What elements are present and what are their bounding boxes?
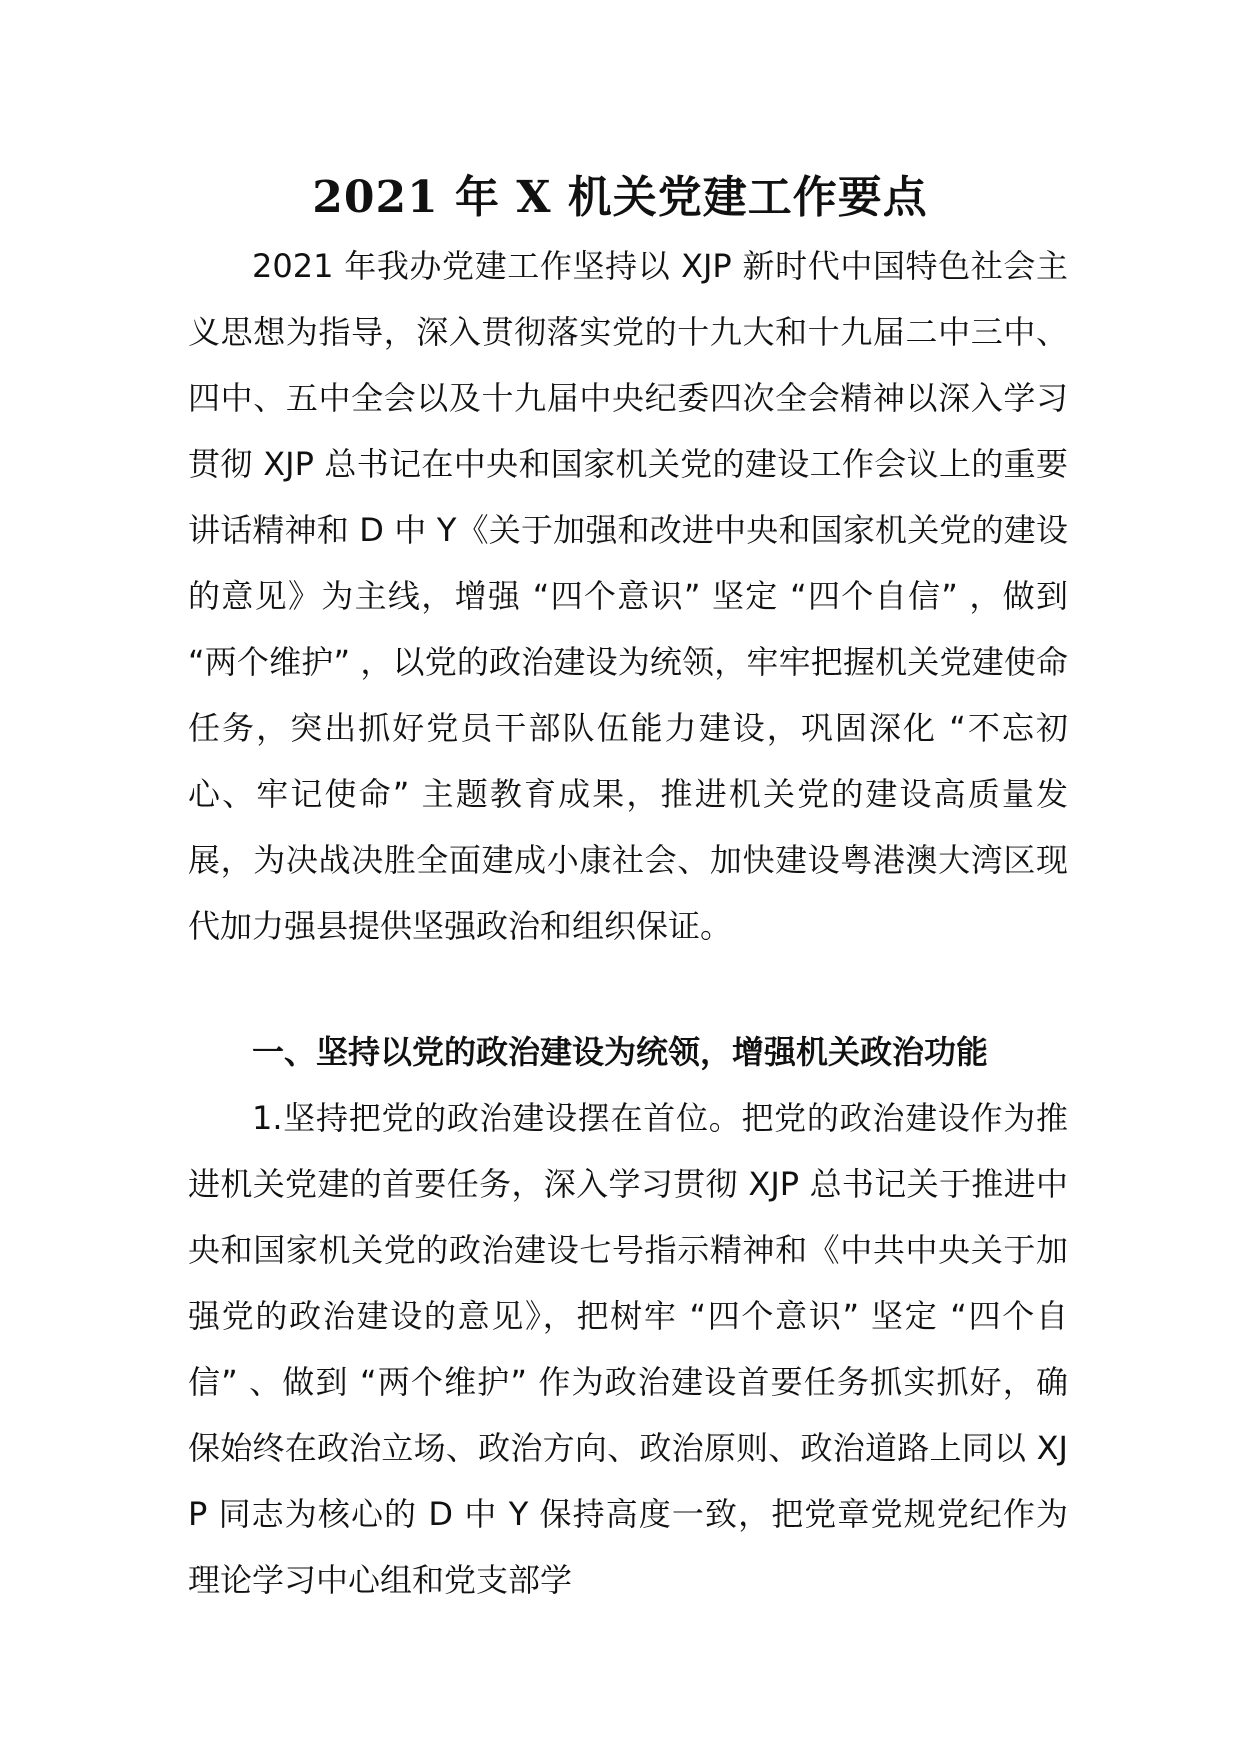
item-paragraph: 1.坚持把党的政治建设摆在首位。把党的政治建设作为推进机关党建的首要任务，深入学习贯彻 XJP 总书记关于推进中央和国家机关党的政治建设七号指示精神和《中共中央关于加强党的政治建设的意见》，把树牢 “四个意识” 坚定 “四个自信” 、做到 “两个维护” 作为政治建设首要任务抓实抓好，确保始终在政治立场、政治方向、政治原则、政治道路上同以 XJP 同志为核心的 D 中 Y 保持高度一致，把党章党规党纪作为理论学习中心组和党支部学	[188, 1099, 1068, 1599]
document-title: 2021 年 X 机关党建工作要点	[312, 172, 928, 223]
section-heading: 一、坚持以党的政治建设为统领，增强机关政治功能	[252, 1033, 989, 1071]
intro-paragraph: 2021 年我办党建工作坚持以 XJP 新时代中国特色社会主义思想为指导，深入贯彻落实党的十九大和十九届二中三中、四中、五中全会以及十九届中央纪委四次全会精神以深入学习贯彻 XJP 总书记在中央和国家机关党的建设工作会议上的重要讲话精神和 D 中 Y《关于加强和改进中央和国家机关党的建设的意见》为主线，增强 “四个意识” 坚定 “四个自信” ，做到 “两个维护” ，以党的政治建设为统领，牢牢把握机关党建使命任务，突出抓好党员干部队伍能力建设，巩固深化 “不忘初心、牢记使命” 主题教育成果，推进机关党的建设高质量发展，为决战决胜全面建成小康社会、加快建设粤港澳大湾区现代加力强县提供坚强政治和组织保证。	[188, 247, 1068, 945]
